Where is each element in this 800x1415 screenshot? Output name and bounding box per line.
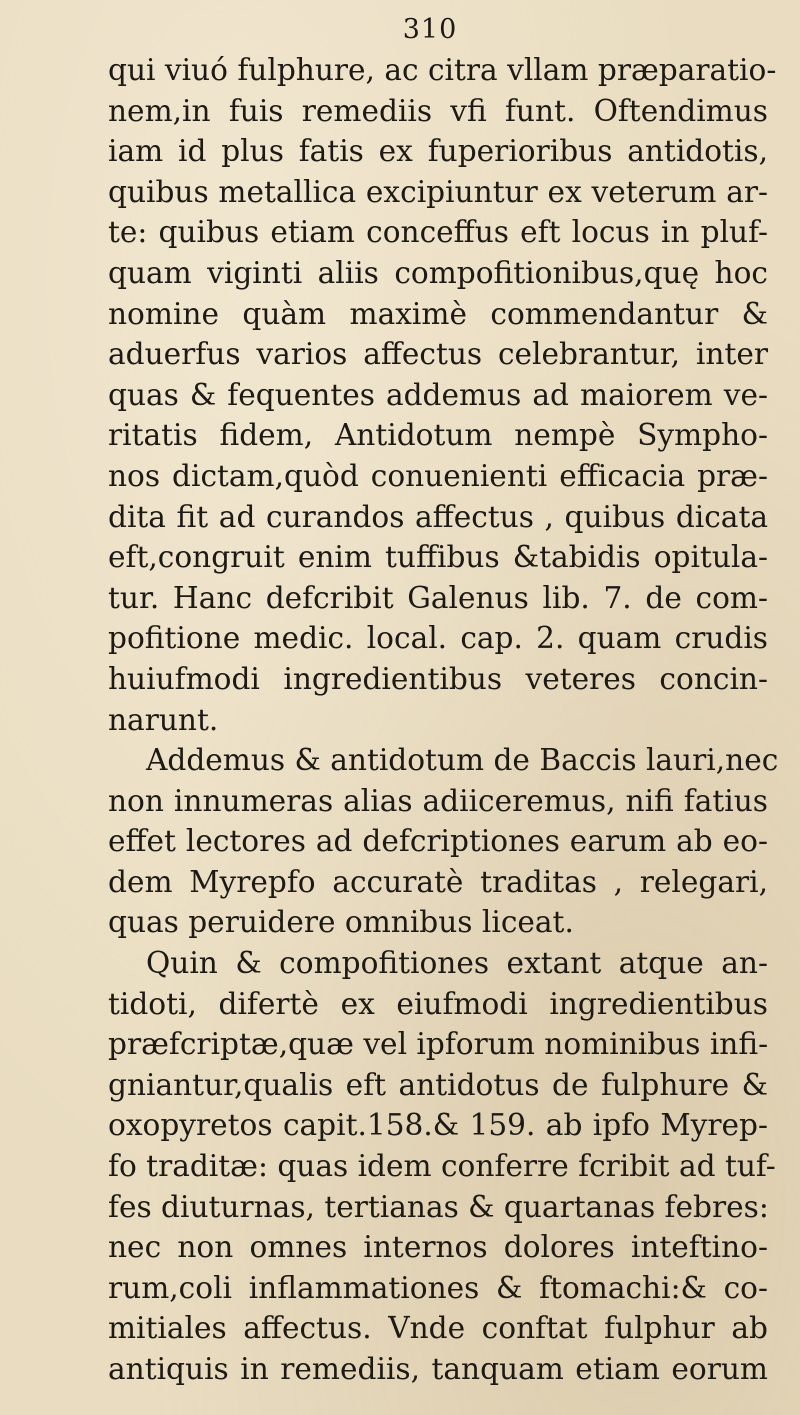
text-line: dita fit ad curandos affectus , quibus dicata <box>108 499 768 534</box>
text-line: nem,in fuis remediis vfi funt. Oftendimus <box>108 93 768 128</box>
text-line: ritatis fidem, Antidotum nempè Sympho- <box>108 418 768 453</box>
body-text <box>108 50 779 1390</box>
text-line: gniantur,qualis eft antidotus de fulphure & <box>108 1067 768 1102</box>
text-line: iam id plus fatis ex fuperioribus antidotis, <box>108 134 768 169</box>
text-line: effet lectores ad defcriptiones earum ab eo- <box>108 824 768 859</box>
text-line: mitiales affectus. Vnde conftat fulphur ab <box>108 1311 768 1346</box>
text-line: narunt. <box>108 702 219 737</box>
text-line: fo traditæ: quas idem conferre fcribit ad tuf- <box>108 1149 776 1184</box>
text-line: quas peruidere omnibus liceat. <box>108 905 574 940</box>
text-line: fes diuturnas, tertianas & quartanas febres: <box>108 1189 769 1224</box>
text-line: nec non omnes internos dolores inteftino- <box>108 1230 768 1265</box>
text-line: aduerfus varios affectus celebrantur, inter <box>108 337 768 372</box>
text-line: tidoti, difertè ex eiufmodi ingredientibus <box>108 986 768 1021</box>
text-line: Quin & compofitiones extant atque an- <box>146 946 768 981</box>
text-line: qui viuó fulphure, ac citra vllam præparatio- <box>108 53 777 87</box>
page-number: 310 <box>402 14 458 45</box>
text-line: tur. Hanc defcribit Galenus lib. 7. de com- <box>108 580 768 615</box>
text-line: quam viginti aliis compofitionibus,quę hoc <box>108 255 768 290</box>
text-line: Addemus & antidotum de Baccis lauri,nec <box>146 743 779 778</box>
text-line: nos dictam,quòd conuenienti efficacia præ- <box>108 458 768 493</box>
text-line: nomine quàm maximè commendantur & <box>108 296 768 331</box>
text-line: dem Myrepfo accuratè traditas , relegari, <box>108 864 768 899</box>
text-line: antiquis in remediis, tanquam etiam eorum <box>108 1352 768 1386</box>
text-line: rum,coli inflammationes & ftomachi:& co- <box>108 1270 768 1305</box>
text-line: oxopyretos capit.158.& 159. ab ipfo Myrep- <box>108 1108 768 1143</box>
text-line: quas & fequentes addemus ad maiorem ve- <box>108 377 768 412</box>
text-line: pofitione medic. local. cap. 2. quam crudis <box>108 621 768 656</box>
text-line: non innumeras alias adiiceremus, nifi fatius <box>108 783 768 818</box>
text-line: quibus metallica excipiuntur ex veterum ar- <box>108 174 768 209</box>
text-line: eft,congruit enim tuffibus &tabidis opitula- <box>108 540 768 575</box>
text-line: præfcriptæ,quæ vel ipforum nominibus infi- <box>108 1027 769 1062</box>
text-line: huiufmodi ingredientibus veteres concin- <box>108 661 768 696</box>
text-line: te: quibus etiam conceffus eft locus in pluf- <box>108 215 768 250</box>
